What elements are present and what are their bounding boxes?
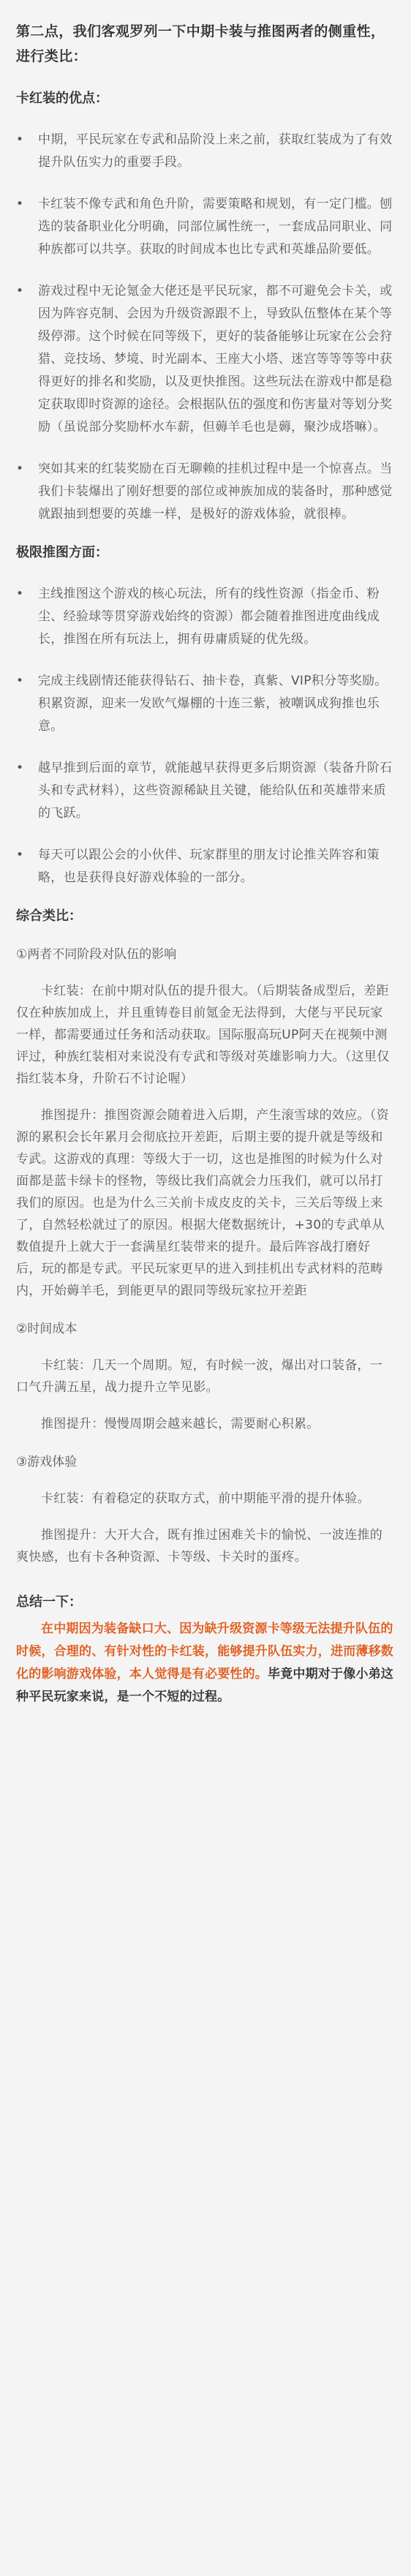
bullet-text: 突如其来的红装奖励在百无聊赖的挂机过程中是一个惊喜点。当我们卡装爆出了刚好想要的部位或神族加成的装备时，那种感觉就跟抽到想要的英雄一样，是极好的游戏体验，就很棒。 xyxy=(38,462,393,521)
bullet-text: 越早推到后面的章节，就能越早获得更多后期资源（装备升阶石头和专武材料），这些资源稀缺且关键，能给队伍和英雄带来质的飞跃。 xyxy=(38,761,393,821)
comparison-subheading: ①两者不同阶段对队伍的影响 xyxy=(16,947,177,962)
card-gear-bullet xyxy=(16,129,396,174)
comparison-paragraph: 卡红装：有着稳定的获取方式，前中期能平滑的提升体验。 xyxy=(41,1491,370,1506)
comparison-subheading: ②时间成本 xyxy=(16,1322,78,1336)
bullet-text: 卡红装不像专武和角色升阶，需要策略和规划，有一定门槛。刨选的装备职业化分明确，同部位属性统一，一套成品同职业、同种族都可以共享。获取的时间成本也比专武和英雄品阶要低。 xyxy=(38,197,393,257)
summary-highlight: 在中期因为装备缺口大、因为缺升级资源卡等级无法提升队伍的时候，合理的、有针对性的卡红装，能够提升队伍实力，进而薄移数化的影响游戏体验，本人觉得是有必要性的。 xyxy=(16,1622,393,1681)
summary-tail: 毕竟中期对于像小弟这种平民玩家来说，是一个不短的过程。 xyxy=(16,1667,393,1704)
bullet-dot-icon: • xyxy=(16,761,24,775)
comparison-paragraph: 推图提升：慢慢周期会越来越长，需要耐心积累。 xyxy=(41,1417,320,1431)
push-stage-list xyxy=(0,583,411,889)
bullet-text: 完成主线剧情还能获得钻石、抽卡卷，真紫、VIP积分等奖励。 xyxy=(38,674,388,688)
push-stage-bullet xyxy=(16,670,396,738)
bullet-text: 主线推图这个游戏的核心玩法，所有的线性资源（指金币、粉尘、经验球等贯穿游戏始终的资源）都会随着推图进度曲线成长，推图在所有玩法上，拥有毋庸质疑的优先级。 xyxy=(38,587,380,647)
card-gear-list xyxy=(0,129,411,526)
bullet-text: 积累资源，迎来一发欧气爆棚的十连三紫，被嘲讽成狗推也乐意。 xyxy=(38,696,380,734)
bullet-dot-icon: • xyxy=(16,132,24,147)
bullet-dot-icon: • xyxy=(16,674,24,688)
bullet-dot-icon: • xyxy=(16,284,24,298)
card-gear-bullet xyxy=(16,458,396,526)
summary-text xyxy=(0,1618,411,1709)
card-gear-bullet xyxy=(16,280,396,439)
comparison-paragraph: 卡红装：几天一个周期。短，有时候一波，爆出对口装备，一口气升满五星，战力提升立竿见影。 xyxy=(16,1358,383,1395)
summary-title: 总结一下： xyxy=(16,1594,82,1610)
comparison-sections xyxy=(0,944,411,1568)
push-stage-title: 极限推图方面： xyxy=(16,545,108,560)
card-gear-bullet xyxy=(16,193,396,261)
push-stage-bullet xyxy=(16,844,396,889)
bullet-dot-icon: • xyxy=(16,462,24,476)
comparison-subheading: ③游戏体验 xyxy=(16,1455,78,1469)
card-gear-title: 卡红装的优点： xyxy=(16,91,108,106)
bullet-text: 游戏过程中无论氪金大佬还是平民玩家，都不可避免会卡关，或因为阵容克制、会因为升级资源跟不上，导致队伍整体在某个等级停滞。这个时候在同等级下，更好的装备能够让玩家在公会狩猎、竞技场、梦境、时光副本、王座大小塔、迷宫等等等等中获得更好的排名和奖励，以及更快推图。这些玩法在游戏中都是稳定获取即时资源的途径。会根据队伍的强度和伤害量对等划分奖励（虽说部分奖励杯水车薪，但薅羊毛也是薅，聚沙成塔嘛）。 xyxy=(38,284,393,434)
push-stage-bullet xyxy=(16,583,396,651)
comparison-paragraph: 卡红装：在前中期对队伍的提升很大。（后期装备成型后，差距仅在种族加成上，并且重铸卷目前氪金无法得到，大佬与平民玩家一样，都需要通过任务和活动获取。国际服高玩UP阿天在视频中测评过，种族红装相对来说没有专武和等级对英雄影响力大。（这里仅指红装本身，升阶石不讨论喔） xyxy=(16,984,390,1086)
bullet-text: 每天可以跟公会的小伙伴、玩家群里的朋友讨论推关阵容和策略，也是获得良好游戏体验的一部分。 xyxy=(38,848,380,885)
comparison-paragraph: 推图提升：推图资源会随着进入后期，产生滚雪球的效应。（资源的累积会长年累月会彻底拉开差距，后期主要的提升就是等级和专武。这游戏的真理：等级大于一切，这也是推图的时候为什么对面都是蓝卡绿卡的怪物，等级比我们高就会力压我们，就可以吊打我们的原因。也是为什么三关前卡成皮皮的关卡，三关后等级上来了，自然轻松就过了的原因。根据大佬数据统计，+30的专武单从数值提升上就大于一套满星红装带来的提升。最后阵容战打磨好后，玩的都是专武。平民玩家更早的进入到挂机出专武材料的范畴内，开始薅羊毛，到能更早的跟同等级玩家拉开差距 xyxy=(16,1108,389,1298)
comparison-title: 综合类比： xyxy=(16,908,82,924)
comparison-paragraph: 推图提升：大开大合，既有推过困难关卡的愉悦、一波连推的爽快感，也有卡各种资源、卡等级、卡关时的蛋疼。 xyxy=(16,1528,383,1564)
bullet-dot-icon: • xyxy=(16,587,24,601)
bullet-dot-icon: • xyxy=(16,197,24,211)
bullet-text: 中期，平民玩家在专武和品阶没上来之前，获取红装成为了有效提升队伍实力的重要手段。 xyxy=(38,132,393,170)
bullet-dot-icon: • xyxy=(16,848,24,862)
push-stage-bullet xyxy=(16,757,396,825)
intro-heading: 第二点，我们客观罗列一下中期卡装与推图两者的侧重性，进行类比： xyxy=(16,23,385,64)
